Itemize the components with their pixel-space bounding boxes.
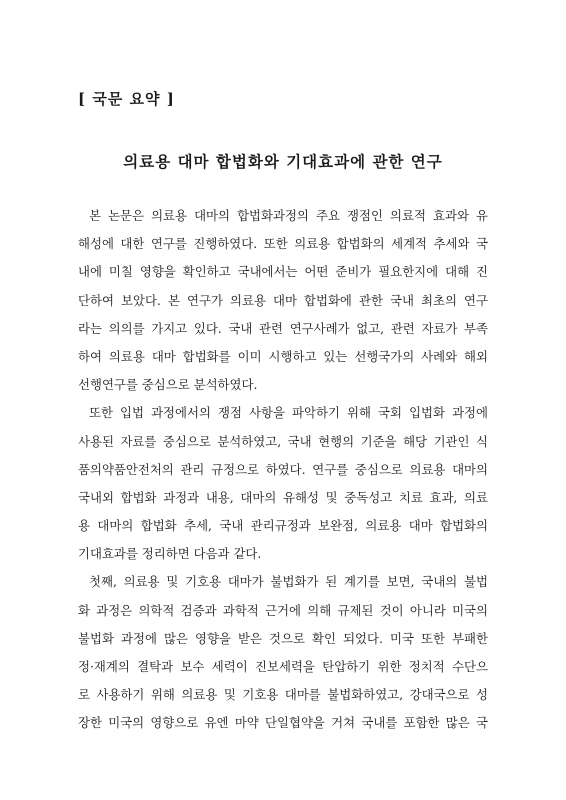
text-line: 라는 의의를 가지고 있다. 국내 관련 연구사례가 없고, 관련 자료가 부족 [78, 320, 488, 336]
text-line: 불법화 과정에 많은 영향을 받은 것으로 확인 되었다. 미국 또한 부패한 [78, 630, 488, 646]
text-line: 용 대마의 합법화 추세, 국내 관리규정과 보완점, 의료용 대마 합법화의 [78, 518, 488, 534]
text-line: 선행연구를 중심으로 분석하였다. [78, 377, 258, 393]
text-line: 첫째, 의료용 및 기호용 대마가 불법화가 된 계기를 보면, 국내의 불법 [89, 574, 488, 590]
paragraph-1 [78, 202, 488, 399]
text-line: 단하여 보았다. 본 연구가 의료용 대마 합법화에 관한 국내 최초의 연구 [78, 292, 488, 308]
text-line: 내에 미칠 영향을 확인하고 국내에서는 어떤 준비가 필요한지에 대해 진 [78, 264, 488, 280]
text-line: 해성에 대한 연구를 진행하였다. 또한 의료용 합법화의 세계적 추세와 국 [78, 236, 488, 252]
text-line: 하여 의료용 대마 합법화를 이미 시행하고 있는 선행국가의 사례와 해외 [78, 348, 488, 364]
text-line: 로 사용하기 위해 의료용 및 기호용 대마를 불법화하였고, 강대국으로 성 [78, 687, 488, 703]
section-label: [ 국문 요약 ] [78, 90, 175, 108]
text-line: 장한 미국의 영향으로 유엔 마약 단일협약을 거쳐 국내를 포함한 많은 국 [78, 715, 488, 731]
text-line: 본 논문은 의료용 대마의 합법화과정의 주요 쟁점인 의료적 효과와 유 [89, 208, 488, 223]
abstract-body [78, 202, 488, 738]
text-line: 정·재계의 결탁과 보수 세력이 진보세력을 탄압하기 위한 정치적 수단으 [78, 659, 488, 674]
document-title: 의료용 대마 합법화와 기대효과에 관한 연구 [123, 152, 443, 171]
text-line: 사용된 자료를 중심으로 분석하였고, 국내 현행의 기준을 해당 기관인 식 [78, 433, 488, 449]
text-line: 기대효과를 정리하면 다음과 같다. [78, 546, 262, 562]
text-line: 또한 입법 과정에서의 쟁점 사항을 파악하기 위해 국회 입법화 과정에 [89, 405, 488, 421]
paragraph-2 [78, 399, 488, 568]
text-line: 화 과정은 의학적 검증과 과학적 근거에 의해 규제된 것이 아니라 미국의 [78, 602, 488, 618]
text-line: 국내외 합법화 과정과 내용, 대마의 유해성 및 중독성고 치료 효과, 의료 [78, 489, 488, 505]
paragraph-3 [78, 568, 488, 737]
text-line: 품의약품안전처의 관리 규정으로 하였다. 연구를 중심으로 의료용 대마의 [78, 461, 488, 477]
